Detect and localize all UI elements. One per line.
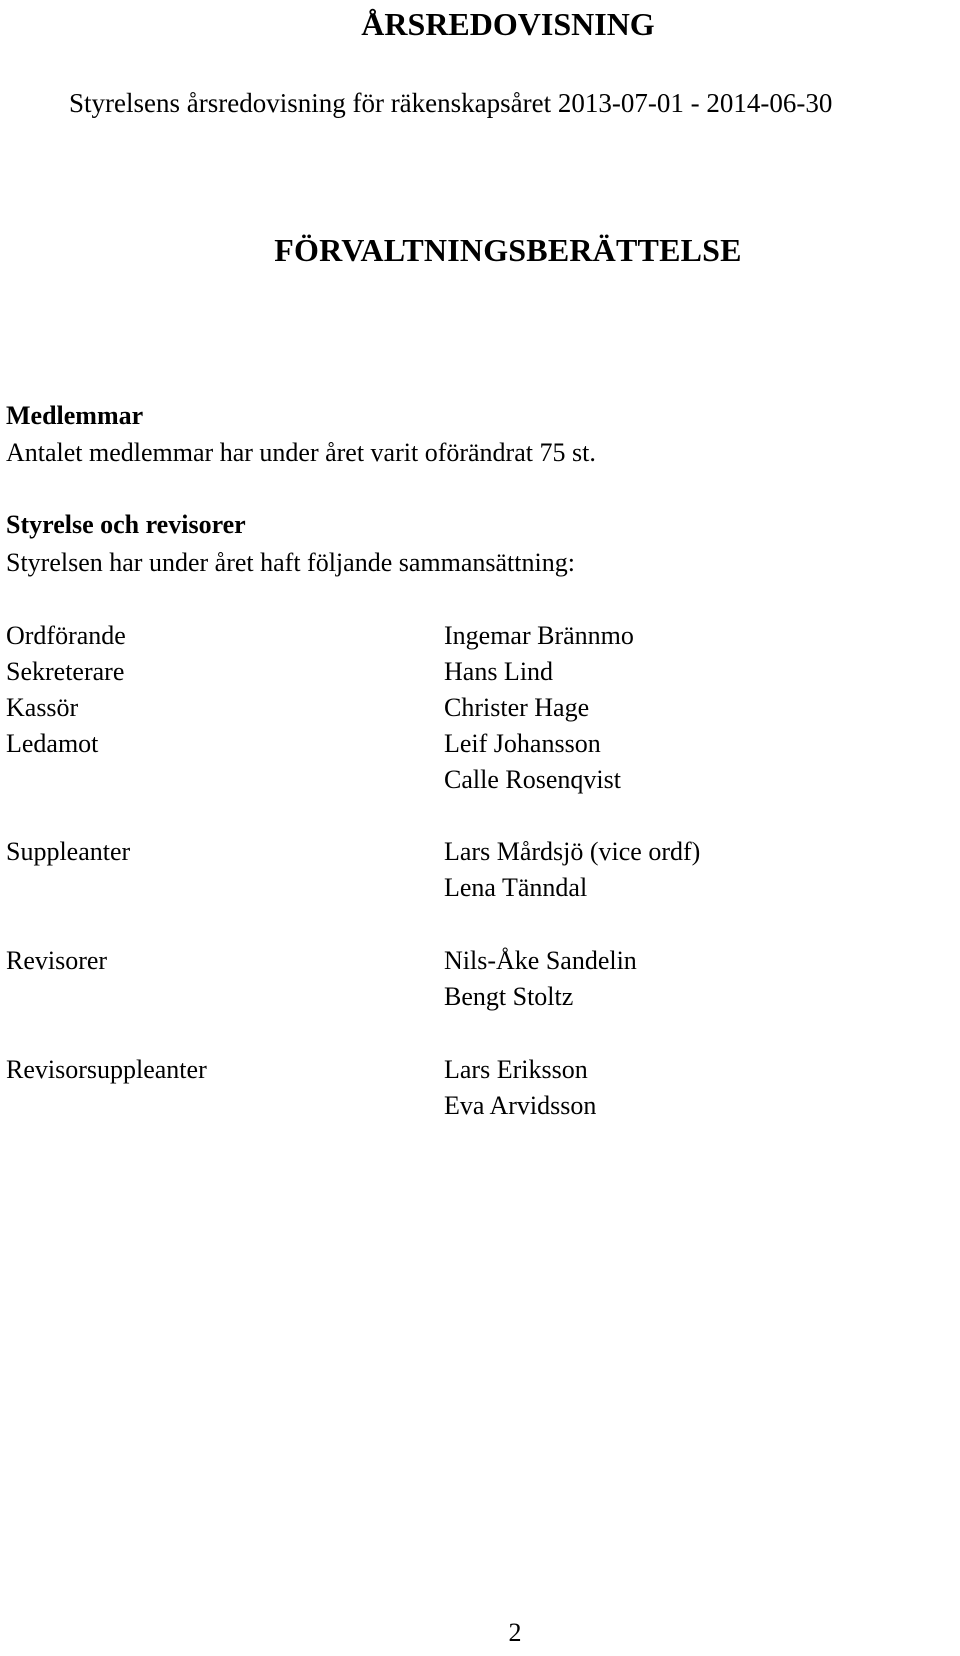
role-label: Ledamot (6, 729, 99, 758)
member-names (444, 1057, 596, 1129)
member-names (444, 839, 700, 911)
members-text: Antalet medlemmar har under året varit oförändrat 75 st. (6, 438, 596, 467)
board-intro: Styrelsen har under året haft följande sammansättning: (6, 548, 575, 577)
member-names (444, 695, 589, 731)
member-names (444, 623, 634, 659)
board-heading: Styrelse och revisorer (6, 510, 246, 539)
member-name: Nils-Åke Sandelin (444, 946, 637, 975)
page-number: 2 (508, 1618, 522, 1647)
board-row-kassor (0, 695, 960, 731)
member-name: Calle Rosenqvist (444, 765, 621, 794)
member-names (444, 948, 637, 1020)
member-name: Lars Eriksson (444, 1055, 588, 1084)
members-heading: Medlemmar (6, 401, 144, 430)
member-names (444, 659, 553, 695)
board-row-revisorer (0, 946, 960, 1011)
board-row-sekreterare (0, 659, 960, 695)
member-name: Lena Tänndal (444, 873, 588, 902)
role-label: Sekreterare (6, 657, 125, 686)
section-title: FÖRVALTNINGSBERÄTTELSE (274, 232, 742, 268)
role-label: Kassör (6, 693, 79, 722)
member-names (444, 731, 621, 803)
member-name: Eva Arvidsson (444, 1091, 597, 1120)
member-name: Lars Mårdsjö (vice ordf) (444, 837, 701, 866)
member-name: Hans Lind (444, 657, 554, 686)
document-subtitle: Styrelsens årsredovisning för räkenskapsåret 2013-07-01 - 2014-06-30 (69, 88, 833, 118)
role-label: Revisorer (6, 946, 108, 975)
member-name: Ingemar Brännmo (444, 621, 634, 650)
board-row-revisorsuppleanter (0, 1055, 960, 1120)
role-label: Suppleanter (6, 837, 131, 866)
member-name: Christer Hage (444, 693, 590, 722)
member-name: Leif Johansson (444, 729, 601, 758)
board-row-suppleanter (0, 837, 960, 902)
board-row-ordforande (0, 623, 960, 659)
board-row-ledamot (0, 729, 960, 794)
document-title: ÅRSREDOVISNING (361, 6, 655, 42)
member-name: Bengt Stoltz (444, 982, 574, 1011)
role-label: Ordförande (6, 621, 126, 650)
role-label: Revisorsuppleanter (6, 1055, 207, 1084)
